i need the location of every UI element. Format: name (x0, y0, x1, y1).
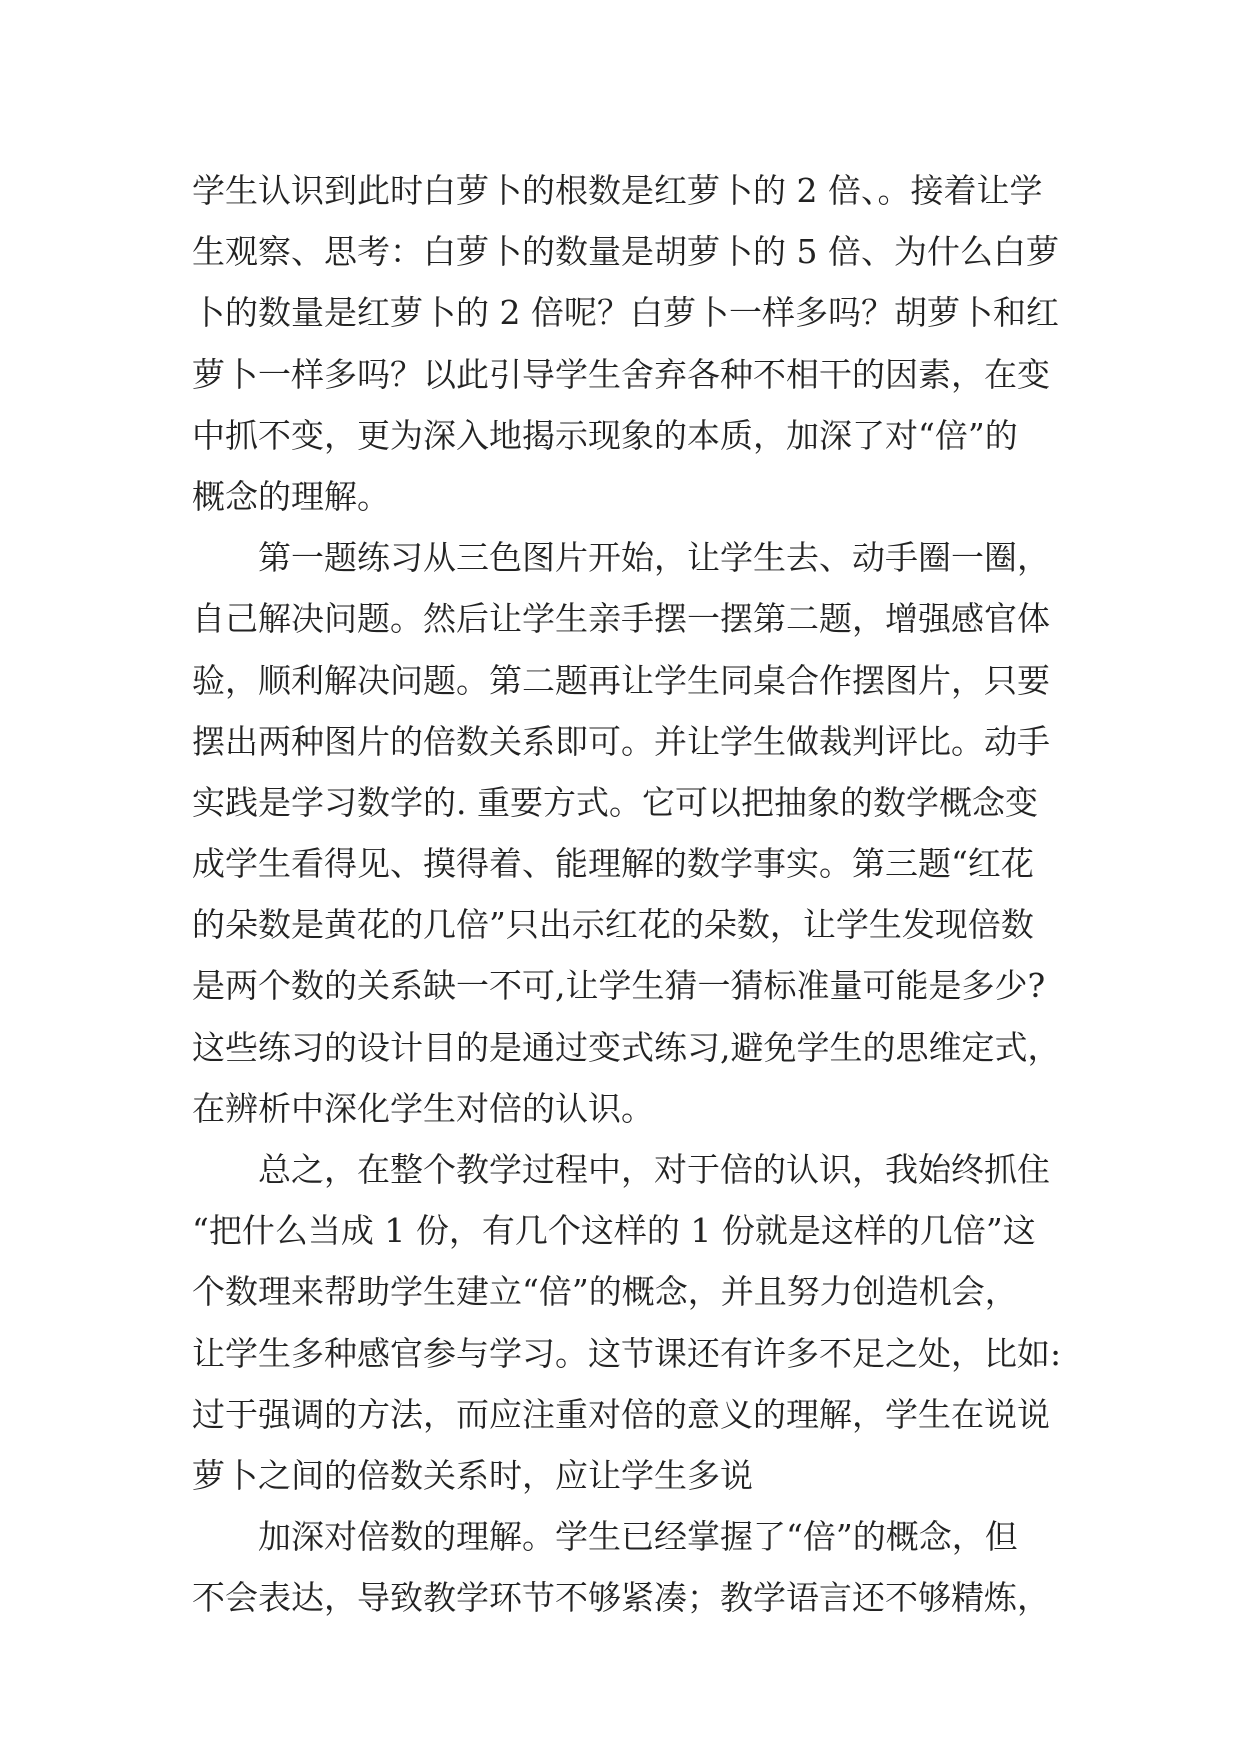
text-line: 的朵数是黄花的几倍”只出示红花的朵数，让学生发现倍数 (192, 905, 1034, 945)
text-line: 学生认识到此时白萝卜的根数是红萝卜的 2 倍、。接着让学 (192, 171, 1043, 210)
text-line: “把什么当成 1 份，有几个这样的 1 份就是这样的几倍”这 (192, 1211, 1036, 1251)
text-line: 是两个数的关系缺一不可,让学生猜一猜标准量可能是多少? (192, 966, 1046, 1006)
text-line: 卜的数量是红萝卜的 2 倍呢？白萝卜一样多吗？胡萝卜和红 (192, 293, 1059, 333)
text-line: 实践是学习数学的. 重要方式。它可以把抽象的数学概念变 (192, 782, 1038, 822)
text-line: 个数理来帮助学生建立“倍”的概念，并且努力创造机会， (192, 1272, 1018, 1312)
text-line: 中抓不变，更为深入地揭示现象的本质，加深了对“倍”的 (192, 415, 1018, 455)
text-line: 自己解决问题。然后让学生亲手摆一摆第二题，增强感官体 (192, 599, 1050, 639)
text-line: 生观察、思考：白萝卜的数量是胡萝卜的 5 倍、为什么白萝 (192, 232, 1059, 272)
paragraph-first-line: 总之，在整个教学过程中，对于倍的认识，我始终抓住 (258, 1150, 1050, 1189)
text-line: 不会表达，导致教学环节不够紧凑；教学语言还不够精炼， (192, 1578, 1050, 1618)
text-line: 让学生多种感官参与学习。这节课还有许多不足之处，比如: (192, 1333, 1062, 1373)
text-line: 萝卜一样多吗？以此引导学生舍弃各种不相干的因素，在变 (192, 354, 1050, 394)
body-text (192, 160, 1062, 1629)
text-line: 这些练习的设计目的是通过变式练习,避免学生的思维定式， (192, 1027, 1061, 1067)
text-line: 成学生看得见、摸得着、能理解的数学事实。第三题“红花 (192, 844, 1034, 884)
text-line: 在辨析中深化学生对倍的认识。 (192, 1088, 654, 1128)
text-line: 萝卜之间的倍数关系时，应让学生多说 (192, 1455, 753, 1495)
paragraph-first-line: 加深对倍数的理解。学生已经掌握了“倍”的概念，但 (258, 1517, 1018, 1557)
text-line: 过于强调的方法，而应注重对倍的意义的理解，学生在说说 (192, 1394, 1050, 1434)
paragraph-first-line: 第一题练习从三色图片开始，让学生去、动手圈一圈， (258, 538, 1050, 578)
text-line: 概念的理解。 (192, 476, 390, 516)
text-line: 摆出两种图片的倍数关系即可。并让学生做裁判评比。动手 (192, 721, 1050, 761)
text-line: 验，顺利解决问题。第二题再让学生同桌合作摆图片，只要 (192, 660, 1050, 700)
